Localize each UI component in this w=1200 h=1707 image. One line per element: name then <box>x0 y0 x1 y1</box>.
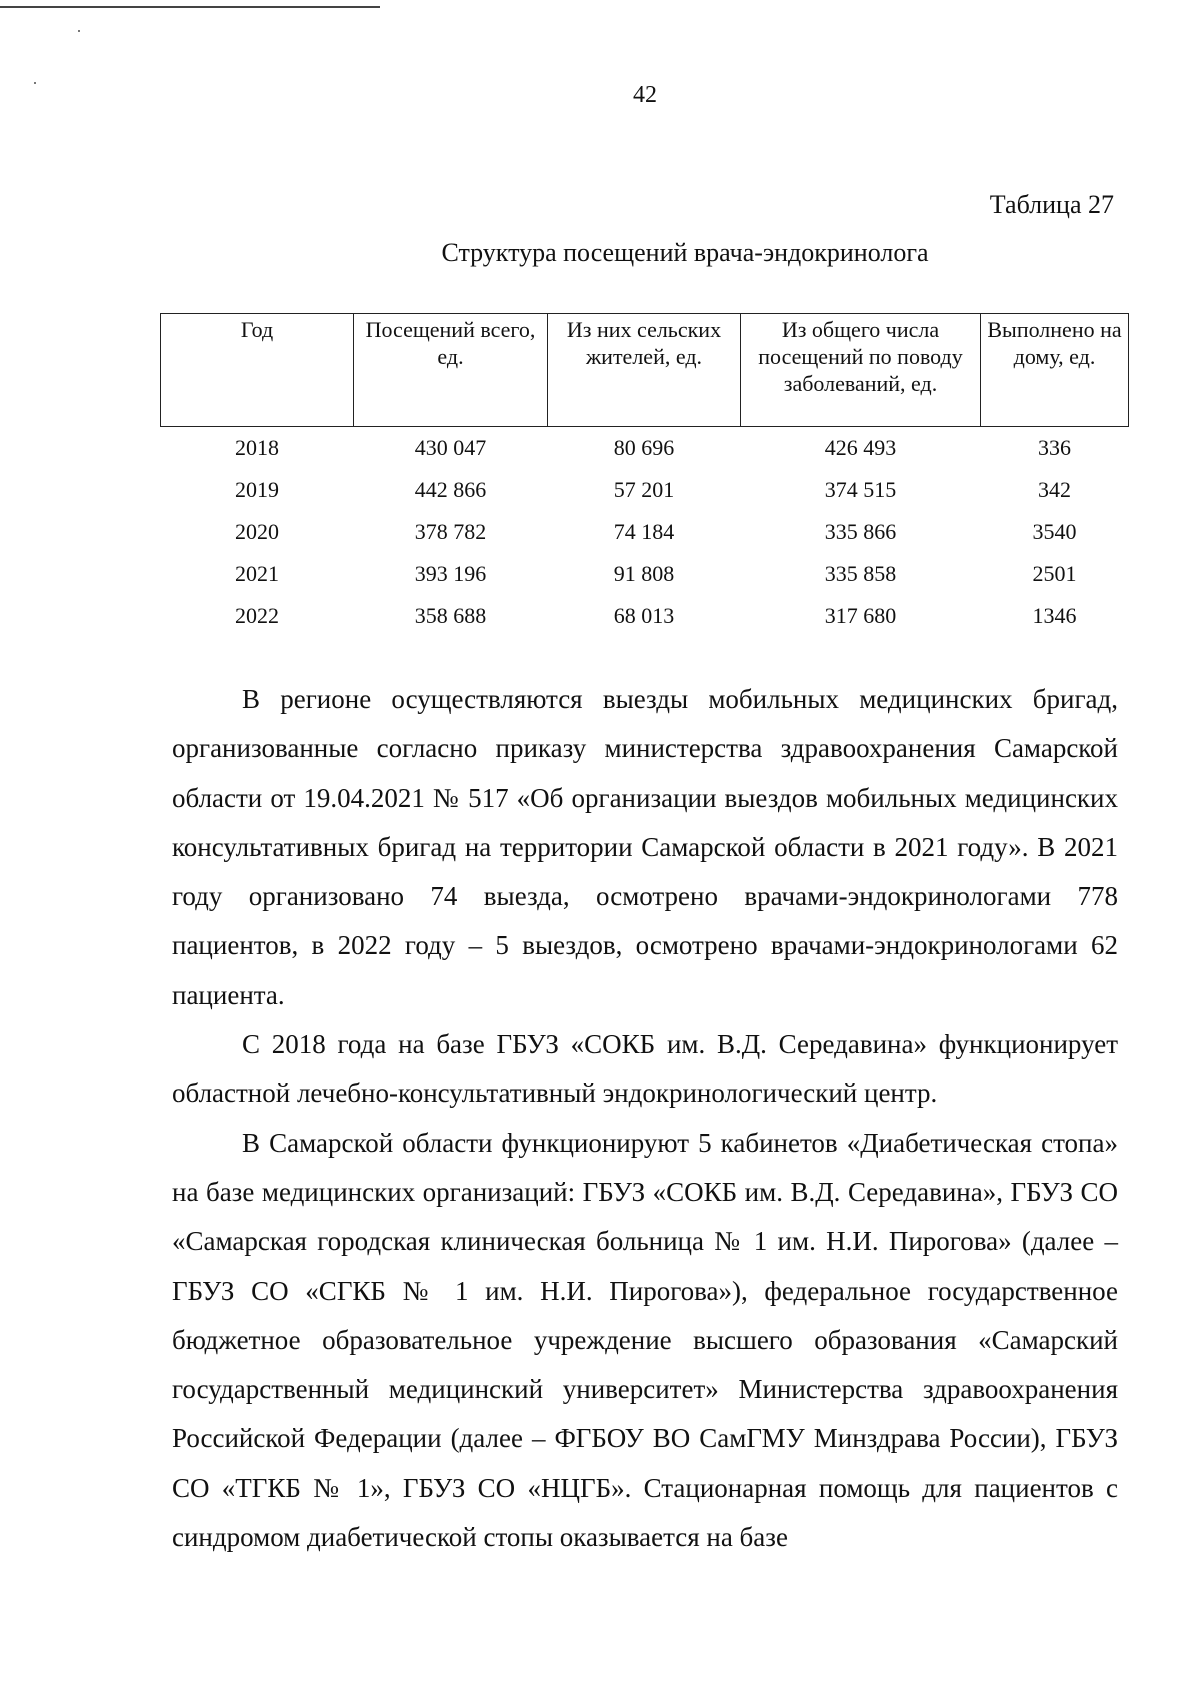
paragraph-endocrinology-center: С 2018 года на базе ГБУЗ «СОКБ им. В.Д. Середавина» функционирует областной лечебно-консультативный эндокринологический центр. <box>172 1029 1118 1109</box>
cell-total-visits: 378 782 <box>414 519 487 544</box>
column-header-total-visits: Посещений всего, ед. <box>354 314 548 427</box>
cell-year: 2022 <box>235 603 279 628</box>
cell-home-visits: 342 <box>1038 477 1071 502</box>
cell-home-visits: 3540 <box>1032 519 1077 544</box>
cell-rural-residents: 68 013 <box>613 603 675 628</box>
cell-rural-residents: 91 808 <box>613 561 675 586</box>
cell-disease-visits: 317 680 <box>824 603 897 628</box>
cell-year: 2020 <box>235 519 279 544</box>
cell-home-visits: 2501 <box>1032 561 1077 586</box>
cell-rural-residents: 80 696 <box>613 435 675 460</box>
cell-total-visits: 430 047 <box>414 435 487 460</box>
cell-total-visits: 358 688 <box>414 603 487 628</box>
column-header-home-visits: Выполнено на дому, ед. <box>981 314 1129 427</box>
cell-disease-visits: 426 493 <box>824 435 897 460</box>
cell-year: 2019 <box>235 477 279 502</box>
column-header-rural-residents: Из них сельских жителей, ед. <box>548 314 741 427</box>
cell-rural-residents: 74 184 <box>613 519 675 544</box>
scan-speck <box>78 30 80 32</box>
table-row <box>161 511 1129 553</box>
cell-year: 2018 <box>235 435 279 460</box>
paragraph-mobile-brigades: В регионе осуществляются выезды мобильных медицинских бригад, организованные согласно приказу министерства здравоохранения Самарской области от 19.04.2021 № 517 «Об организации выездов мобильных медицинских консультативных бригад на территории Самарской области в 2021 году». В 2021 году организовано 74 выезда, осмотрено врачами-эндокринологами 778 пациентов, в 2022 году – 5 выездов, осмотрено врачами-эндокринологами 62 пациента. <box>172 684 1118 1010</box>
cell-home-visits: 1346 <box>1032 603 1077 628</box>
column-header-year: Год <box>161 314 354 427</box>
cell-disease-visits: 335 858 <box>824 561 897 586</box>
table-row <box>161 427 1129 470</box>
table-row <box>161 595 1129 637</box>
cell-total-visits: 393 196 <box>414 561 487 586</box>
column-header-disease-visits: Из общего числа посещений по поводу заболеваний, ед. <box>741 314 981 427</box>
table-row <box>161 553 1129 595</box>
cell-year: 2021 <box>235 561 279 586</box>
cell-home-visits: 336 <box>1038 435 1071 460</box>
cell-disease-visits: 374 515 <box>824 477 897 502</box>
cell-disease-visits: 335 866 <box>824 519 897 544</box>
endocrinologist-visits-table <box>160 313 1129 637</box>
body-text <box>172 675 1118 1562</box>
table-title: Структура посещений врача-эндокринолога <box>441 238 929 267</box>
table-header-row <box>161 314 1129 427</box>
scan-edge-line <box>0 6 380 8</box>
table-row <box>161 469 1129 511</box>
cell-rural-residents: 57 201 <box>613 477 675 502</box>
cell-total-visits: 442 866 <box>414 477 487 502</box>
paragraph-diabetic-foot-offices: В Самарской области функционируют 5 кабинетов «Диабетическая стопа» на базе медицинских организаций: ГБУЗ «СОКБ им. В.Д. Середавина», ГБУЗ СО «Самарская городская клиническая больница № 1 им. Н.И. Пирогова» (далее – ГБУЗ СО «СГКБ № 1 им. Н.И. Пирогова»), федеральное государственное бюджетное образовательное учреждение высшего образования «Самарский государственный медицинский университет» Министерства здравоохранения Российской Федерации (далее – ФГБОУ ВО СамГМУ Минздрава России), ГБУЗ СО «ТГКБ № 1», ГБУЗ СО «НЦГБ». Стационарная помощь для пациентов с синдромом диабетической стопы оказывается на базе <box>172 1127 1118 1553</box>
table-label: Таблица 27 <box>989 190 1114 219</box>
page-number: 42 <box>633 82 657 108</box>
